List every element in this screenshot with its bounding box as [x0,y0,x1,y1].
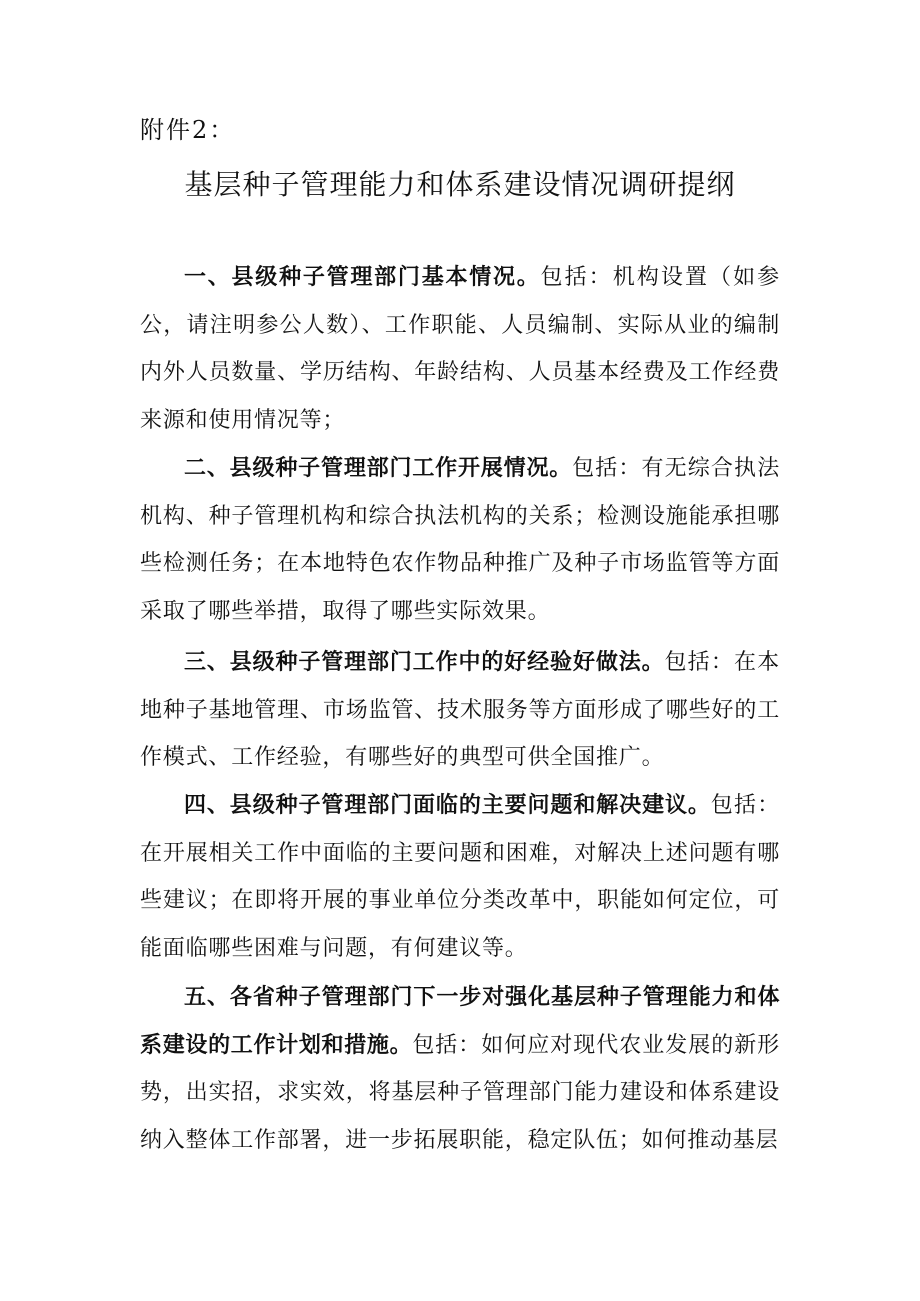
section-3-heading: 三、县级种子管理部门工作中的好经验好做法。 [184,650,665,675]
section-4 [140,782,780,972]
section-5 [140,974,780,1164]
section-4-body: 包括：在开展相关工作中面临的主要问题和困难，对解决上述问题有哪些建议；在即将开展的事业单位分类改革中，职能如何定位，可能面临哪些困难与问题，有何建议等。 [140,793,780,961]
section-2 [140,445,780,635]
section-4-heading: 四、县级种子管理部门面临的主要问题和解决建议。 [184,793,711,818]
section-2-body: 包括：有无综合执法机构、种子管理机构和综合执法机构的关系；检测设施能承担哪些检测任务；在本地特色农作物品种推广及种子市场监管等方面采取了哪些举措，取得了哪些实际效果。 [140,456,780,624]
attachment-label: 附件2： [140,116,236,144]
section-5-body: 包括：如何应对现代农业发展的新形势，出实招，求实效，将基层种子管理部门能力建设和体系建设纳入整体工作部署，进一步拓展职能，稳定队伍；如何推动基层 [140,1032,780,1153]
section-1 [140,254,780,444]
document-title: 基层种子管理能力和体系建设情况调研提纲 [184,168,736,201]
section-1-heading: 一、县级种子管理部门基本情况。 [184,265,541,290]
section-1-body: 包括：机构设置（如参公，请注明参公人数）、工作职能、人员编制、实际从业的编制内外人员数量、学历结构、年龄结构、人员基本经费及工作经费来源和使用情况等； [140,265,780,433]
section-2-heading: 二、县级种子管理部门工作开展情况。 [184,456,573,481]
section-3-body: 包括：在本地种子基地管理、市场监管、技术服务等方面形成了哪些好的工作模式、工作经验，有哪些好的典型可供全国推广。 [140,650,780,770]
section-3 [140,639,780,782]
section-5-heading: 五、各省种子管理部门下一步对强化基层种子管理能力和体系建设的工作计划和措施。 [140,985,780,1058]
